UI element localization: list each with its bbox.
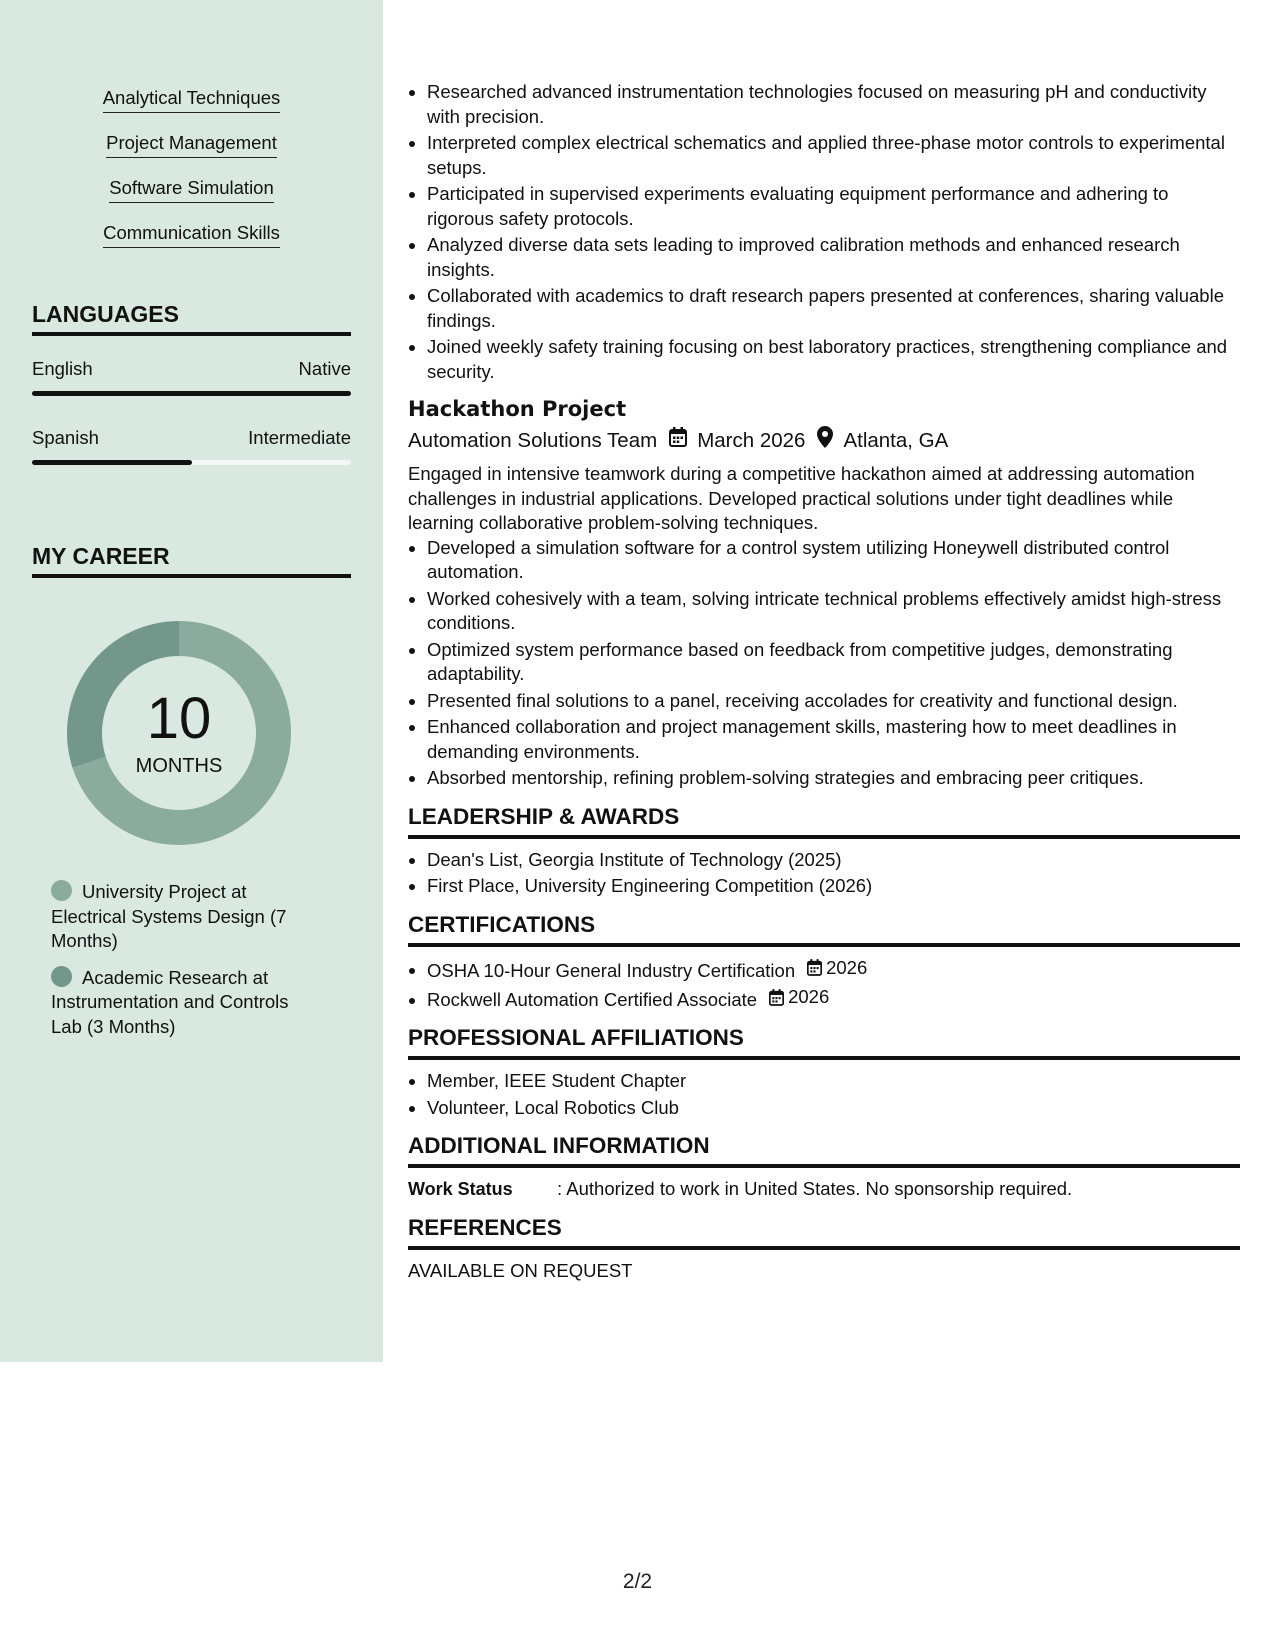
project-meta (408, 426, 1240, 456)
certifications-section (408, 911, 1240, 1013)
career-legend (51, 880, 311, 1051)
list-item: • Volunteer, Local Robotics Club (427, 1096, 1240, 1121)
skill-item: Project Management (106, 131, 277, 158)
list-item: • Researched advanced instrumentation technologies focused on measuring pH and conductivity with precision. (427, 80, 1240, 129)
list-item: • Dean's List, Georgia Institute of Technology (2025) (427, 848, 1240, 873)
section-heading: LEADERSHIP & AWARDS (408, 803, 1240, 839)
project-org: Automation Solutions Team (408, 429, 658, 452)
career-unit: MONTHS (135, 755, 223, 777)
language-spanish (32, 426, 351, 465)
certification-name: Rockwell Automation Certified Associate (427, 988, 758, 1010)
career-total: 10 (146, 686, 212, 751)
career-legend-item (51, 966, 311, 1040)
section-heading: REFERENCES (408, 1214, 1240, 1250)
location-pin-icon (817, 426, 833, 456)
calendar-icon (807, 959, 822, 976)
list-item: • First Place, University Engineering Competition (2026) (427, 874, 1240, 899)
project-date: March 2026 (697, 429, 806, 452)
language-english (32, 357, 351, 396)
skills-list (0, 86, 383, 266)
language-name: Spanish (32, 427, 99, 448)
leadership-section (408, 803, 1240, 899)
list-item: • Collaborated with academics to draft research papers presented at conferences, sharing valuable findings. (427, 284, 1240, 333)
list-item: • Joined weekly safety training focusing on best laboratory practices, strengthening compliance and security. (427, 335, 1240, 384)
career-legend-label: Academic Research at Instrumentation and Controls Lab (3 Months) (51, 966, 289, 1037)
language-name: English (32, 358, 93, 379)
calendar-icon (769, 989, 784, 1006)
language-level: Native (298, 358, 351, 379)
sidebar (0, 0, 383, 1362)
list-item: • Absorbed mentorship, refining problem-solving strategies and embracing peer critiques. (427, 766, 1240, 791)
list-item: • Enhanced collaboration and project management skills, mastering how to meet deadlines in demanding environments. (427, 715, 1240, 764)
language-proficiency-bar (32, 460, 351, 465)
career-legend-label: University Project at Electrical Systems Design (7 Months) (51, 881, 287, 951)
work-status-value: : Authorized to work in United States. No sponsorship required. (557, 1178, 1073, 1199)
list-item: • Developed a simulation software for a control system utilizing Honeywell distributed control automation. (427, 536, 1240, 585)
language-level: Intermediate (248, 427, 351, 448)
project-bullets (408, 536, 1240, 791)
language-proficiency-bar (32, 391, 351, 396)
calendar-icon (669, 427, 687, 455)
section-heading: ADDITIONAL INFORMATION (408, 1132, 1240, 1168)
list-item: • Presented final solutions to a panel, receiving accolades for creativity and functional design. (427, 689, 1240, 714)
legend-dot-icon (51, 880, 72, 901)
language-proficiency-fill (32, 391, 351, 396)
skill-item: Analytical Techniques (103, 86, 281, 113)
skill-item: Communication Skills (103, 221, 280, 248)
certification-item (427, 956, 1240, 983)
certification-year: 2026 (826, 956, 868, 978)
career-heading: MY CAREER (32, 542, 351, 578)
certification-item (427, 985, 1240, 1012)
list-item: • Member, IEEE Student Chapter (427, 1069, 1240, 1094)
project-description: Engaged in intensive teamwork during a competitive hackathon aimed at addressing automation challenges in industrial applications. Developed practical solutions under tight deadlines while learning collaborative problem-solving techniques. (408, 463, 1195, 533)
work-status-label: Work Status (408, 1179, 513, 1199)
affiliations-section (408, 1024, 1240, 1120)
references-section (408, 1214, 1240, 1284)
list-item: • Optimized system performance based on feedback from competitive judges, demonstrating adaptability. (427, 638, 1240, 687)
section-heading: CERTIFICATIONS (408, 911, 1240, 947)
languages-heading: LANGUAGES (32, 300, 351, 336)
list-item: • Interpreted complex electrical schematics and applied three-phase motor controls to experimental setups. (427, 131, 1240, 180)
references-text: AVAILABLE ON REQUEST (408, 1259, 633, 1281)
section-heading: PROFESSIONAL AFFILIATIONS (408, 1024, 1240, 1060)
list-item: • Analyzed diverse data sets leading to improved calibration methods and enhanced research insights. (427, 233, 1240, 282)
skill-item: Software Simulation (109, 176, 274, 203)
certification-year: 2026 (788, 985, 830, 1007)
career-donut-chart (65, 619, 293, 847)
research-bullets (408, 80, 1240, 384)
additional-info-section (408, 1132, 1240, 1202)
list-item: • Worked cohesively with a team, solving intricate technical problems effectively amidst high-stress conditions. (427, 587, 1240, 636)
project-title: Hackathon Project (408, 397, 627, 421)
language-proficiency-fill (32, 460, 192, 465)
legend-dot-icon (51, 966, 72, 987)
career-legend-item (51, 880, 311, 954)
project-location: Atlanta, GA (843, 429, 949, 452)
list-item: • Participated in supervised experiments evaluating equipment performance and adhering to rigorous safety protocols. (427, 182, 1240, 231)
main-content (408, 80, 1240, 1283)
certification-name: OSHA 10-Hour General Industry Certification (427, 959, 796, 981)
page-number: 2/2 (622, 1570, 653, 1593)
